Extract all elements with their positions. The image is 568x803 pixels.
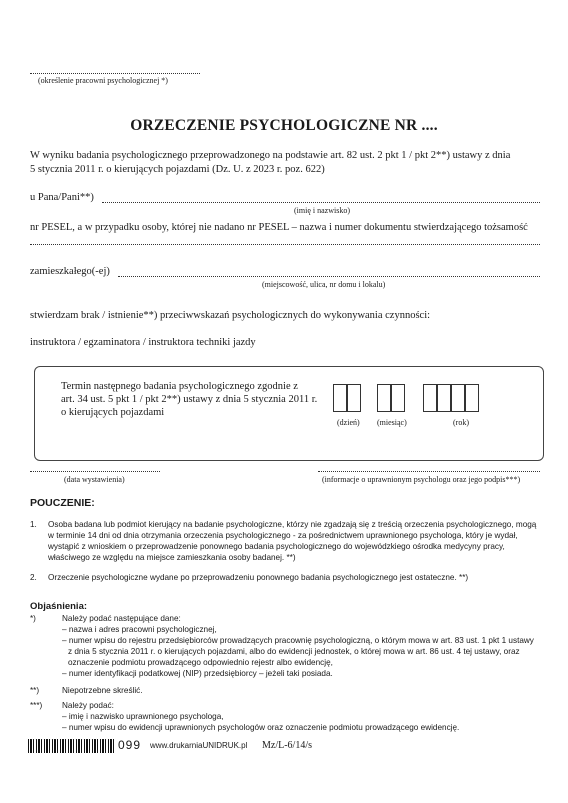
- instruction-item-1-line: wystąpić z wnioskiem o przeprowadzenie ponownego badania psychologicznego do wojewódzkiego ośrodka medycyny pracy,: [48, 542, 505, 551]
- explanation-3-line: – numer wpisu do ewidencji uprawnionych psychologów oraz oznaczenie podmiotu prowadzącego ewidencję.: [62, 723, 460, 732]
- person-caption: (imię i nazwisko): [294, 206, 350, 215]
- year-digit-1[interactable]: [423, 384, 437, 412]
- month-digit-2[interactable]: [391, 384, 405, 412]
- instruction-item-1-line: Osoba badana lub podmiot kierujący na badanie psychologiczne, którzy nie zgadzają się z treścią orzeczenia psychologicznego, mogą: [48, 520, 537, 529]
- instruction-item-1-line: w terminie 14 dni od dnia otrzymania orzeczenia psychologicznego - za pośrednictwem uprawnionego psychologa, który je wydał,: [48, 531, 518, 540]
- explanation-mark-2: **): [30, 686, 40, 695]
- statement-text: stwierdzam brak / istnienie**) przeciwwskazań psychologicznych do wykonywania czynności:: [30, 310, 431, 321]
- explanation-1-line: z dnia 5 stycznia 2011 r. o kierujących pojazdami, albo do ewidencji jednostek, o której mowa w art. 86 ust. 4 tej ustawy, oraz: [68, 647, 520, 656]
- instruction-item-1-line: właściwego ze względu na miejsce zamieszkania osoby badanej. **): [48, 553, 296, 562]
- day-digit-1[interactable]: [333, 384, 347, 412]
- next-exam-line-3: o kierujących pojazdami: [61, 407, 165, 418]
- explanation-mark-3: ***): [30, 701, 43, 710]
- explanation-1-line: – numer wpisu do rejestru przedsiębiorców prowadzących pracownię psychologiczną, o którym mowa w art. 83 ust. 1 pkt 1 ustawy: [62, 636, 534, 645]
- instruction-item-2-number: 2.: [30, 573, 37, 582]
- address-field[interactable]: [118, 267, 540, 277]
- next-exam-line-1: Termin następnego badania psychologicznego zgodnie z: [61, 381, 298, 392]
- day-digit-2[interactable]: [347, 384, 361, 412]
- issue-date-caption: (data wystawienia): [64, 475, 125, 484]
- explanations-heading: Objaśnienia:: [30, 601, 88, 612]
- explanation-1: [62, 613, 552, 679]
- person-label: u Pana/Pani**): [30, 192, 94, 203]
- explanation-1-line: oznaczenie podmiotu prowadzącego odpowiednio rejestr albo ewidencję,: [68, 658, 333, 667]
- explanation-3-line: – imię i nazwisko uprawnionego psychologa,: [62, 712, 224, 721]
- next-exam-box: [34, 366, 544, 461]
- barcode-icon: [28, 739, 114, 753]
- explanation-2: Niepotrzebne skreślić.: [62, 686, 143, 695]
- publisher-url: www.drukarniaUNIDRUK.pl: [150, 741, 248, 750]
- intro-line-2: 5 stycznia 2011 r. o kierujących pojazdami (Dz. U. z 2023 r. poz. 622): [30, 164, 325, 175]
- intro-line-1: W wyniku badania psychologicznego przeprowadzonego na podstawie art. 82 ust. 2 pkt 1 / pkt 2**) ustawy z dnia: [30, 150, 511, 161]
- address-label: zamieszkałego(-ej): [30, 266, 110, 277]
- person-name-field[interactable]: [102, 193, 540, 203]
- instruction-item-2: Orzeczenie psychologiczne wydane po przeprowadzeniu ponownego badania psychologicznego jest ostateczne. **): [48, 573, 469, 582]
- pesel-label: nr PESEL, a w przypadku osoby, której nie nadano nr PESEL – nazwa i numer dokumentu stwierdzającego tożsamość: [30, 222, 528, 233]
- roles-text: instruktora / egzaminatora / instruktora techniki jazdy: [30, 337, 256, 348]
- psychologist-caption: (informacje o uprawnionym psychologu oraz jego podpis***): [322, 475, 521, 484]
- year-digit-4[interactable]: [465, 384, 479, 412]
- explanation-3-intro: Należy podać:: [62, 701, 114, 710]
- year-caption: (rok): [453, 418, 469, 427]
- form-code: Mz/L-6/14/s: [262, 740, 312, 751]
- pesel-field[interactable]: [30, 235, 540, 245]
- instruction-heading: POUCZENIE:: [30, 497, 95, 509]
- instruction-item-1: [48, 519, 553, 563]
- month-digit-1[interactable]: [377, 384, 391, 412]
- instruction-item-1-number: 1.: [30, 520, 37, 529]
- issue-date-field[interactable]: [30, 462, 160, 472]
- barcode-number: 099: [118, 738, 142, 752]
- year-digit-3[interactable]: [451, 384, 465, 412]
- month-caption: (miesiąc): [377, 418, 407, 427]
- document-title: ORZECZENIE PSYCHOLOGICZNE NR ....: [130, 117, 438, 134]
- explanation-1-line: – numer identyfikacji podatkowej (NIP) przedsiębiorcy – jeżeli taki posiada.: [62, 669, 333, 678]
- psychologist-signature-field[interactable]: [318, 462, 540, 472]
- day-caption: (dzień): [337, 418, 360, 427]
- explanation-1-intro: Należy podać następujące dane:: [62, 614, 181, 623]
- employer-caption: (określenie pracowni psychologicznej *): [38, 76, 168, 85]
- address-caption: (miejscowość, ulica, nr domu i lokalu): [262, 280, 386, 289]
- employer-line[interactable]: [30, 64, 200, 74]
- explanation-1-line: – nazwa i adres pracowni psychologicznej,: [62, 625, 217, 634]
- explanation-mark-1: *): [30, 614, 36, 623]
- explanation-3: [62, 700, 552, 733]
- year-digit-2[interactable]: [437, 384, 451, 412]
- next-exam-line-2: art. 34 ust. 5 pkt 1 / pkt 2**) ustawy z dnia 5 stycznia 2011 r.: [61, 394, 318, 405]
